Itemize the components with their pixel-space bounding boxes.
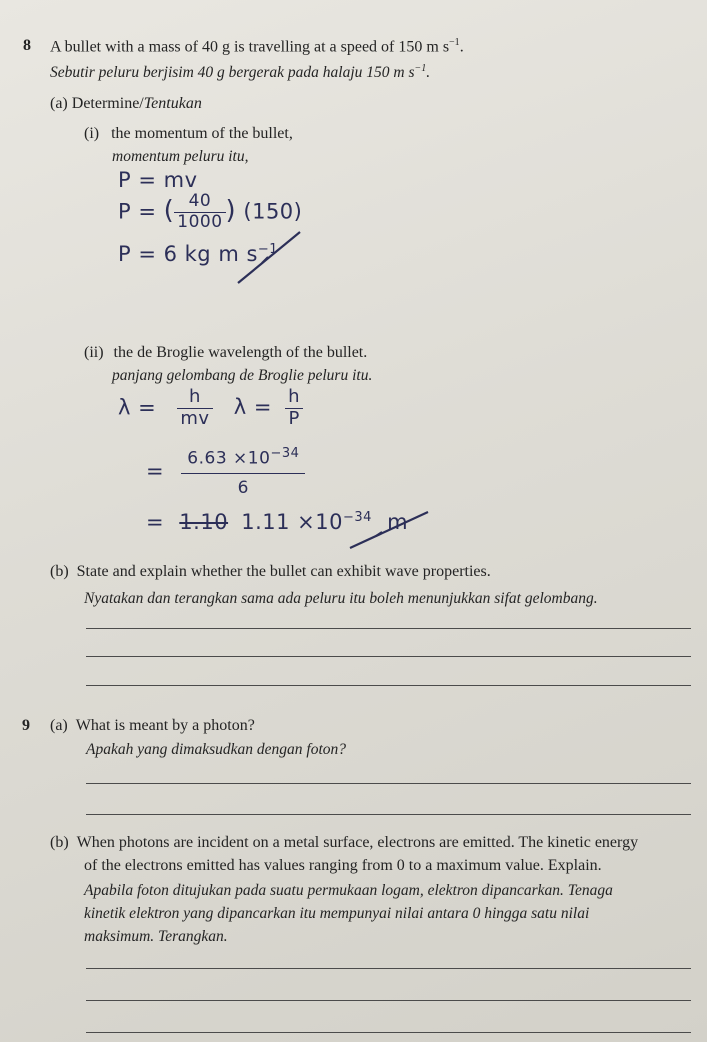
mass-fraction-numerator: 40	[174, 193, 225, 213]
q8b-text-en: State and explain whether the bullet can exhibit wave properties.	[76, 563, 491, 580]
q8ai-text-my: momentum peluru itu,	[112, 148, 249, 165]
lambda-equals-1: λ =	[118, 395, 157, 420]
answer-line-9b-3[interactable]	[86, 1032, 691, 1033]
bracket-open: (	[163, 195, 175, 226]
struck-out-value: 1.10	[179, 510, 229, 534]
substitution-equals: =	[146, 459, 165, 484]
momentum-answer-exponent: −1	[257, 242, 279, 257]
q8b-text-my: Nyatakan dan terangkan sama ada peluru itu boleh menunjukkan sifat gelombang.	[84, 590, 598, 607]
q8ai-label: (i)	[84, 125, 100, 142]
answer-line-8b-3[interactable]	[86, 685, 691, 686]
mass-fraction-denominator: 1000	[177, 211, 223, 232]
wavelength-answer-exponent: −34	[343, 510, 372, 525]
wavelength-answer: 1.11 ×10	[241, 510, 344, 534]
q8ai-text-en: the momentum of the bullet,	[111, 125, 293, 142]
planck-constant-exponent: −34	[270, 446, 300, 461]
answer-line-9b-2[interactable]	[86, 1000, 691, 1001]
question-9a	[50, 717, 255, 735]
lambda-equals-2: λ =	[233, 395, 272, 420]
stem-en-end: .	[459, 38, 464, 56]
momentum-answer: P = 6 kg m s	[118, 242, 258, 266]
answer-equals: =	[146, 510, 165, 534]
question-9-number: 9	[22, 717, 30, 734]
q8a-text: Determine/	[71, 95, 144, 112]
stem-en-text: A bullet with a mass of 40 g is travelling at a speed of 150 m s	[50, 38, 450, 56]
q8aii-label: (ii)	[84, 344, 104, 361]
bracket-close: )	[225, 195, 237, 226]
q8aii-text-en: the de Broglie wavelength of the bullet.	[113, 344, 368, 361]
q9b-label: (b)	[50, 834, 69, 851]
q9a-label: (a)	[50, 717, 68, 734]
stem-my-end: .	[426, 64, 431, 82]
q9b-text-my-2: kinetik elektron yang dipancarkan itu mempunyai nilai antara 0 hingga satu nilai	[84, 905, 590, 922]
h-over-mv-denominator: mv	[180, 407, 210, 429]
question-8-number: 8	[23, 37, 31, 54]
speed-factor: (150)	[243, 199, 303, 224]
momentum-value: 6	[237, 477, 249, 498]
q8a-label: (a)	[50, 95, 68, 112]
answer-line-8b-1[interactable]	[86, 628, 691, 629]
tick-mark-momentum	[238, 232, 300, 283]
stem-my-exponent: −1	[414, 63, 427, 74]
q9b-text-my-3: maksimum. Terangkan.	[84, 928, 228, 945]
question-8b	[50, 563, 491, 581]
wavelength-unit: m	[387, 510, 409, 534]
q9b-text-en-2: of the electrons emitted has values ranging from 0 to a maximum value. Explain.	[84, 857, 602, 874]
q8a-text-my: Tentukan	[143, 95, 202, 112]
answer-line-8b-2[interactable]	[86, 656, 691, 657]
h-over-p-numerator: h	[285, 388, 303, 409]
substitution-lhs: P =	[118, 199, 157, 224]
handwritten-momentum-formula: P = mv	[118, 168, 198, 192]
q9a-text-my: Apakah yang dimaksudkan dengan foton?	[86, 741, 347, 758]
answer-line-9a-2[interactable]	[86, 814, 691, 815]
h-over-mv-numerator: h	[177, 388, 212, 409]
q9b-text-my-1: Apabila foton ditujukan pada suatu permukaan logam, elektron dipancarkan. Tenaga	[84, 882, 613, 899]
question-9b	[50, 834, 638, 852]
q9a-text-en: What is meant by a photon?	[75, 717, 255, 734]
planck-constant-value: 6.63 ×10	[187, 448, 271, 469]
answer-line-9b-1[interactable]	[86, 968, 691, 969]
answer-line-9a-1[interactable]	[86, 783, 691, 784]
q8b-label: (b)	[50, 563, 69, 580]
tick-mark-wavelength	[350, 512, 428, 548]
h-over-p-denominator: P	[288, 407, 300, 429]
stem-en-exponent: −1	[449, 37, 460, 48]
q8aii-text-my: panjang gelombang de Broglie peluru itu.	[112, 367, 373, 384]
q9b-text-en-1: When photons are incident on a metal surface, electrons are emitted. The kinetic energy	[76, 834, 639, 851]
stem-my-text: Sebutir peluru berjisim 40 g bergerak pada halaju 150 m s	[50, 64, 415, 82]
